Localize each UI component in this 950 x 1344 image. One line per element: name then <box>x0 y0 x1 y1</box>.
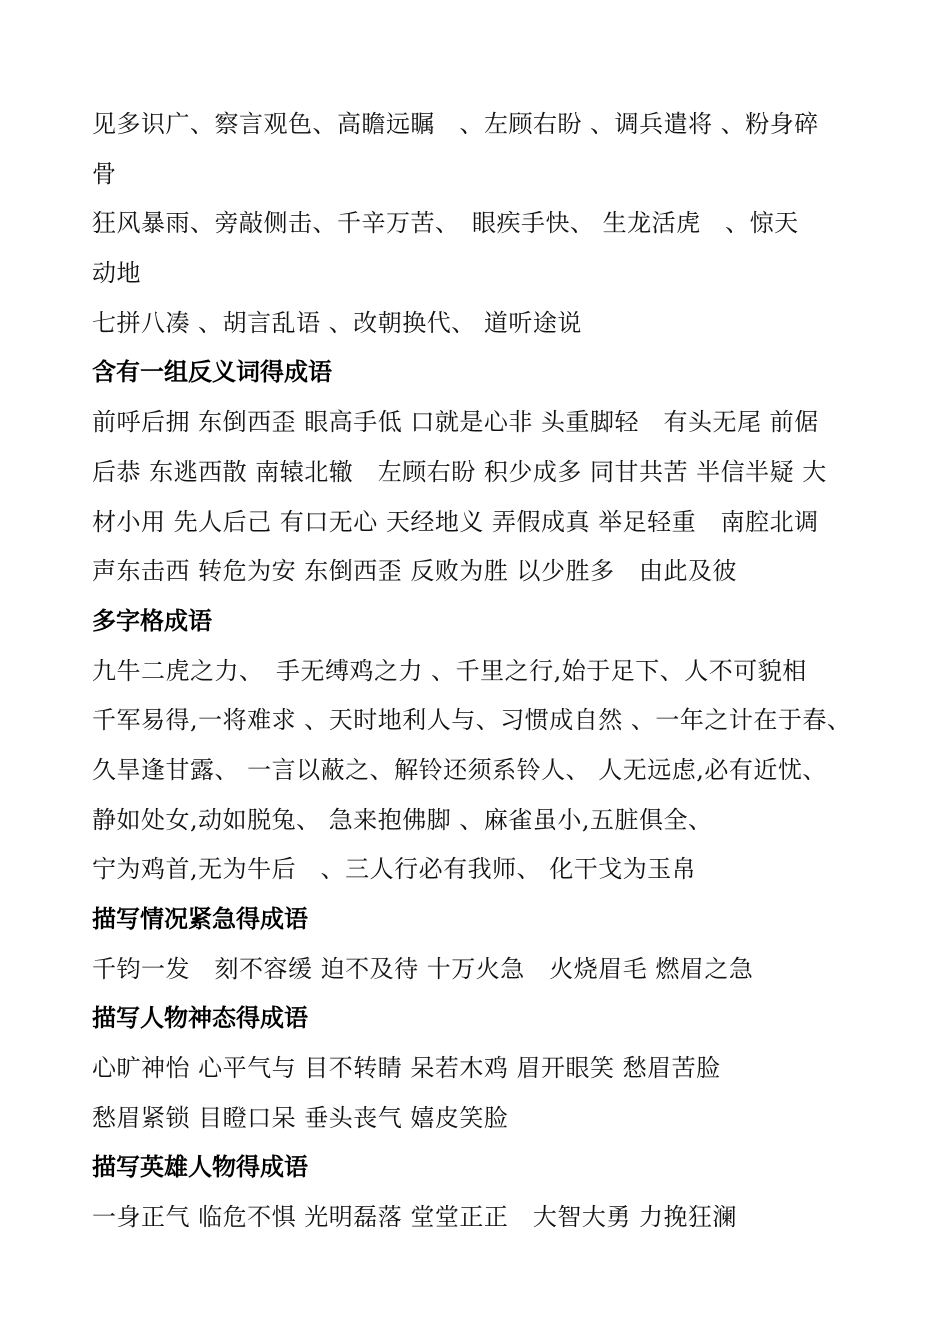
text-line: 狂风暴雨、旁敲侧击、千辛万苦、 眼疾手快、 生龙活虎 、惊天 <box>92 209 799 238</box>
text-line: 久旱逢甘露、 一言以蔽之、解铃还须系铃人、 人无远虑,必有近忧、 <box>92 755 827 784</box>
text-line: 七拼八凑 、胡言乱语 、改朝换代、 道听途说 <box>92 308 582 337</box>
text-line: 声东击西 转危为安 东倒西歪 反败为胜 以少胜多 由此及彼 <box>92 557 738 586</box>
text-line: 千钧一发 刻不容缓 迫不及待 十万火急 火烧眉毛 燃眉之急 <box>92 954 754 983</box>
text-line: 动地 <box>92 259 141 288</box>
section-heading-urgent-idioms: 描写情况紧急得成语 <box>92 905 308 933</box>
section-heading-hero-idioms: 描写英雄人物得成语 <box>92 1153 308 1182</box>
text-line: 见多识广、察言观色、高瞻远瞩 、左顾右盼 、调兵遣将 、粉身碎 <box>92 110 819 138</box>
section-heading-multi-char-idioms: 多字格成语 <box>92 606 212 635</box>
section-heading-expression-idioms: 描写人物神态得成语 <box>92 1004 308 1033</box>
section-heading-antonym-idioms: 含有一组反义词得成语 <box>92 358 332 387</box>
text-line: 心旷神怡 心平气与 目不转睛 呆若木鸡 眉开眼笑 愁眉苦脸 <box>92 1054 721 1083</box>
text-line: 九牛二虎之力、 手无缚鸡之力 、千里之行,始于足下、人不可貌相 <box>92 656 807 685</box>
text-line: 静如处女,动如脱兔、 急来抱佛脚 、麻雀虽小,五脏俱全、 <box>92 805 713 834</box>
text-line: 宁为鸡首,无为牛后 、三人行必有我师、 化干戈为玉帛 <box>92 855 697 884</box>
text-line: 愁眉紧锁 目瞪口呆 垂头丧气 嬉皮笑脸 <box>92 1103 509 1132</box>
text-line: 后恭 东逃西散 南辕北辙 左顾右盼 积少成多 同甘共苦 半信半疑 大 <box>92 457 827 486</box>
text-line: 千军易得,一将难求 、天时地利人与、习惯成自然 、一年之计在于春、 <box>92 706 852 735</box>
text-line: 一身正气 临危不惧 光明磊落 堂堂正正 大智大勇 力挽狂澜 <box>92 1203 738 1232</box>
document-page <box>92 100 892 1243</box>
text-line: 骨 <box>92 159 117 188</box>
text-line: 材小用 先人后己 有口无心 天经地义 弄假成真 举足轻重 南腔北调 <box>92 507 819 536</box>
text-line: 前呼后拥 东倒西歪 眼高手低 口就是心非 头重脚轻 有头无尾 前倨 <box>92 408 819 437</box>
